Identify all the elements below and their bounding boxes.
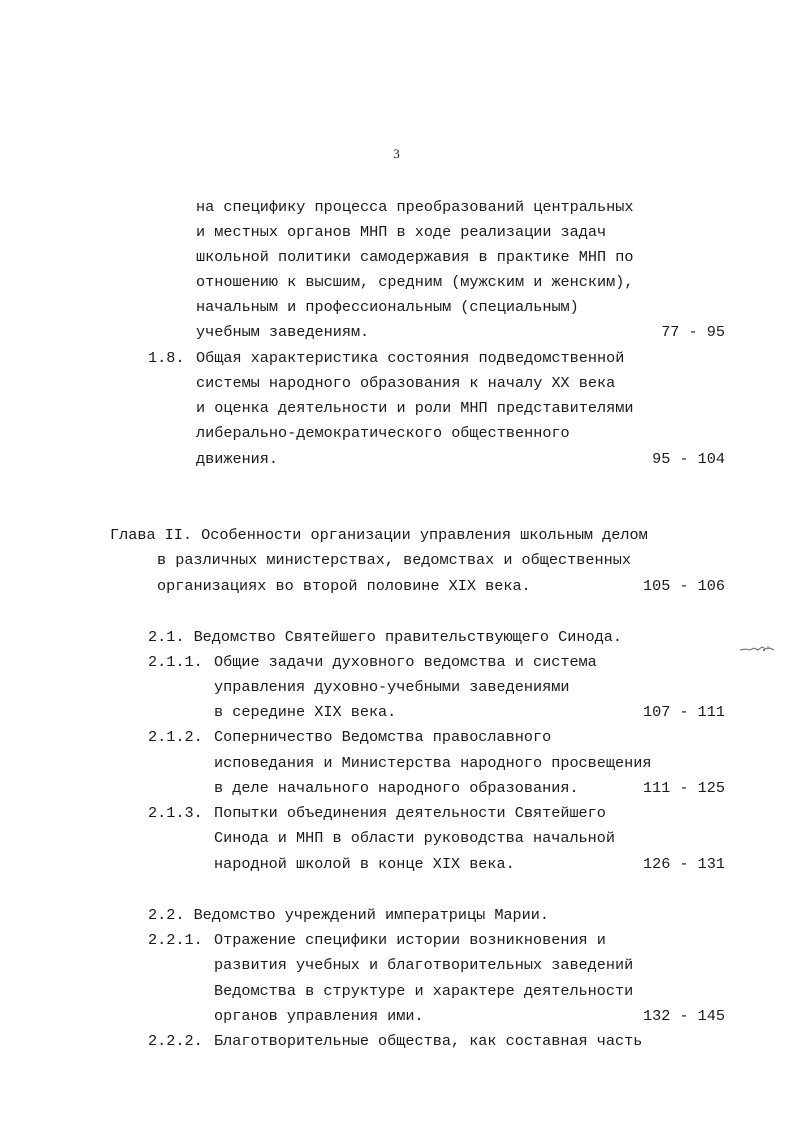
toc-line: системы народного образования к началу XX века: [196, 374, 616, 392]
toc-line: Соперничество Ведомства православного: [214, 728, 552, 746]
toc-line: Общие задачи духовного ведомства и система: [214, 653, 597, 671]
toc-page-range: 77 - 95: [661, 323, 725, 341]
toc-line: школьной политики самодержавия в практике МНП по: [196, 248, 634, 266]
toc-line: Попытки объединения деятельности Святейшего: [214, 804, 606, 822]
toc-line: либерально-демократического общественного: [196, 424, 570, 442]
toc-line: движения.: [196, 450, 279, 468]
scan-speck-icon: [738, 644, 778, 654]
toc-line: организациях во второй половине XIX века.: [157, 577, 531, 595]
toc-line: Общая характеристика состояния подведомственной: [196, 349, 625, 367]
toc-section-number: 2.1.2.: [148, 728, 203, 746]
toc-section-heading: 2.1. Ведомство Святейшего правительствующего Синода.: [148, 628, 622, 646]
toc-line: органов управления ими.: [214, 1007, 424, 1025]
toc-page-range: 105 - 106: [642, 577, 725, 595]
toc-line: народной школой в конце XIX века.: [214, 855, 515, 873]
toc-page-range: 111 - 125: [642, 779, 725, 797]
toc-page-range: 132 - 145: [642, 1007, 725, 1025]
toc-line: и местных органов МНП в ходе реализации задач: [196, 223, 607, 241]
toc-page-range: 126 - 131: [642, 855, 725, 873]
toc-line: и оценка деятельности и роли МНП представителями: [196, 399, 634, 417]
toc-line: на специфику процесса преобразований центральных: [196, 198, 634, 216]
toc-page-range: 95 - 104: [652, 450, 725, 468]
toc-line: Благотворительные общества, как составная часть: [214, 1032, 643, 1050]
toc-line: отношению к высшим, средним (мужским и женским),: [196, 273, 634, 291]
toc-chapter-title: Глава II. Особенности организации управления школьным делом: [110, 526, 648, 544]
page-number: 3: [393, 146, 400, 161]
toc-line: в деле начального народного образования.: [214, 779, 579, 797]
toc-line: учебным заведениям.: [196, 323, 370, 341]
toc-line: Синода и МНП в области руководства начальной: [214, 829, 616, 847]
toc-line: в середине XIX века.: [214, 703, 397, 721]
toc-line: исповедания и Министерства народного просвещения: [214, 754, 652, 772]
toc-line: Ведомства в структуре и характере деятельности: [214, 982, 634, 1000]
toc-section-number: 1.8.: [148, 349, 185, 367]
toc-line: начальным и профессиональным (специальным): [196, 298, 579, 316]
toc-line: управления духовно-учебными заведениями: [214, 678, 570, 696]
toc-line: развития учебных и благотворительных заведений: [214, 956, 634, 974]
toc-section-number: 2.1.1.: [148, 653, 203, 671]
toc-line: в различных министерствах, ведомствах и общественных: [157, 551, 631, 569]
toc-section-number: 2.2.2.: [148, 1032, 203, 1050]
toc-section-number: 2.1.3.: [148, 804, 203, 822]
toc-section-heading: 2.2. Ведомство учреждений императрицы Марии.: [148, 906, 550, 924]
toc-page-range: 107 - 111: [642, 703, 725, 721]
toc-section-number: 2.2.1.: [148, 931, 203, 949]
toc-line: Отражение специфики истории возникновения и: [214, 931, 606, 949]
